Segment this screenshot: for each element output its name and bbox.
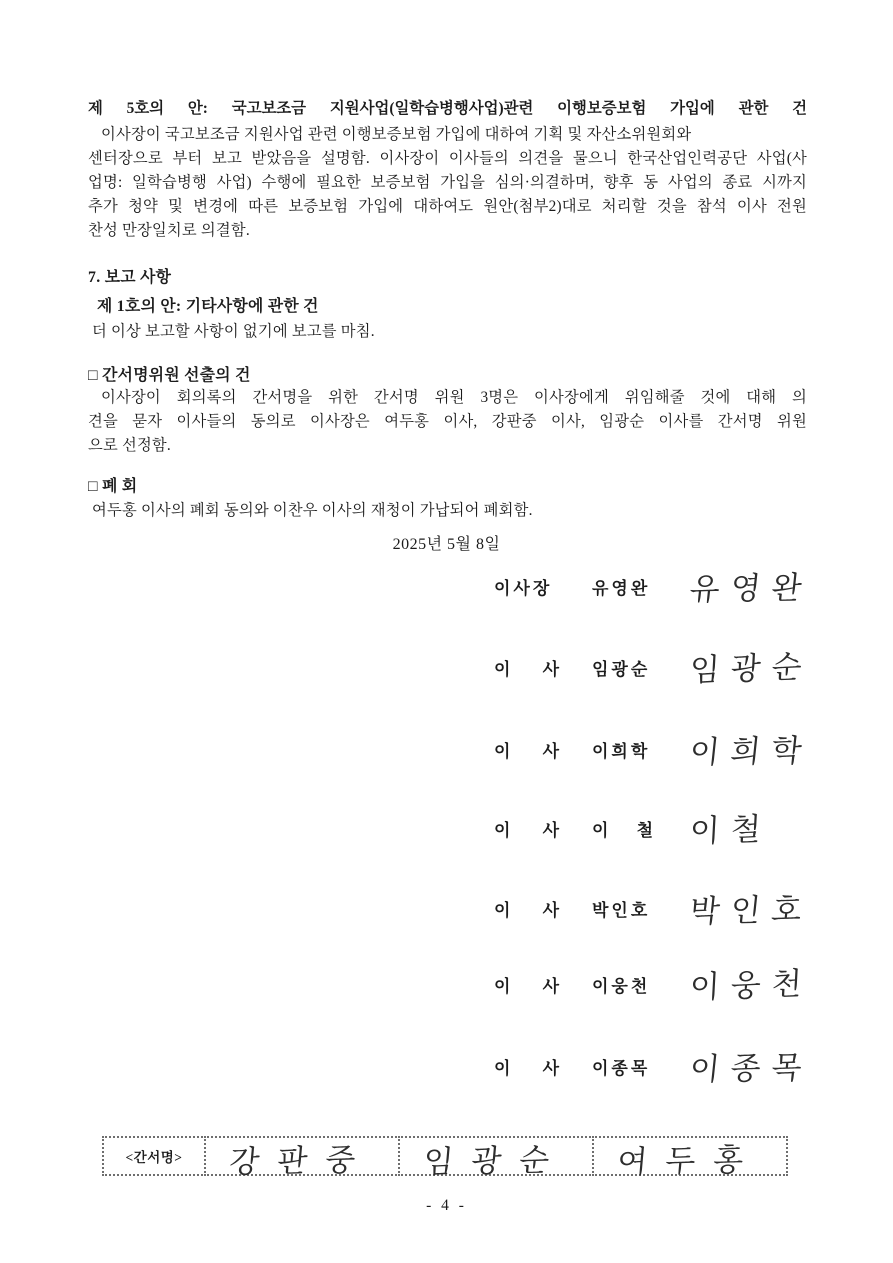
signature-handwriting: 이종목 — [687, 1049, 815, 1087]
signer-role: 이 사 — [494, 741, 563, 761]
closing-body: 여두홍 이사의 폐회 동의와 이찬우 이사의 재청이 가납되어 폐회함. — [92, 502, 533, 519]
signature-handwriting: 이웅천 — [688, 965, 814, 1005]
countersign-cell — [204, 1136, 400, 1180]
text-line: 으로 선정함. — [88, 437, 171, 454]
signer-role: 이 사 — [494, 1058, 563, 1078]
signer-name: 이웅천 — [592, 976, 651, 996]
signer-role: 이 사 — [494, 820, 563, 840]
countersign-table — [102, 1136, 788, 1180]
signature-handwriting: 강판중 — [227, 1141, 375, 1180]
signer-name: 유영완 — [592, 578, 651, 598]
signer-name: 이종목 — [592, 1058, 651, 1078]
report-body: 더 이상 보고할 사항이 없기에 보고를 마침. — [92, 323, 375, 340]
signer-name: 이희학 — [592, 741, 651, 761]
signer-selection-paragraph — [88, 386, 807, 458]
signature-handwriting: 이희학 — [687, 732, 815, 770]
text-line: 추가 청약 및 변경에 따른 보증보험 가입에 대하여도 원안(첨부2)대로 처리할 것을 참석 이사 전원 — [88, 198, 807, 215]
text-line: 찬성 만장일치로 의결함. — [88, 222, 250, 239]
signature-handwriting: 박인호 — [687, 891, 815, 929]
text-line: 견을 묻자 이사들의 동의로 이사장은 여두홍 이사, 강판중 이사, 임광순 이사를 간서명 위원 — [88, 413, 807, 430]
signature-row — [494, 961, 813, 1007]
signer-role: 이사장 — [494, 578, 553, 598]
signature-handwriting: 이철 — [688, 810, 773, 849]
signer-name: 이 철 — [592, 820, 657, 840]
text-line: 업명: 일학습병행 사업) 수행에 필요한 보증보험 가입을 심의·의결하며, 향후 동 사업의 종료 시까지 — [88, 174, 807, 191]
report-agenda1-heading: 제 1호의 안: 기타사항에 관한 건 — [97, 298, 319, 315]
signer-role: 이 사 — [494, 976, 563, 996]
closing-heading: □ 폐 회 — [88, 478, 138, 495]
signature-handwriting: 여두홍 — [615, 1141, 763, 1180]
signature-row — [494, 805, 772, 851]
signer-selection-heading: □ 간서명위원 선출의 건 — [88, 367, 251, 384]
signature-row — [494, 726, 813, 772]
countersign-cell — [592, 1136, 788, 1180]
meeting-date: 2025년 5월 8일 — [392, 536, 501, 553]
signature-handwriting: 임광순 — [688, 648, 814, 688]
signature-handwriting: 임광순 — [421, 1141, 569, 1180]
signer-role: 이 사 — [494, 900, 563, 920]
text-line: 센터장으로 부터 보고 받았음을 설명함. 이사장이 이사들의 의견을 물으니 한국산업인력공단 사업(사 — [88, 150, 807, 167]
agenda5-title: 제 5호의 안: 국고보조금 지원사업(일학습병행사업)관련 이행보증보험 가입에 관한 건 — [88, 100, 807, 117]
signature-row — [494, 644, 813, 690]
signature-handwriting: 유영완 — [687, 569, 815, 607]
report-section-heading: 7. 보고 사항 — [88, 269, 172, 286]
page-number: - 4 - — [426, 1197, 467, 1214]
countersign-label: <간서명> — [102, 1136, 206, 1176]
signature-row — [494, 1043, 813, 1089]
signature-row — [494, 885, 813, 931]
text-line: 이사장이 국고보조금 지원사업 관련 이행보증보험 가입에 대하여 기획 및 자산소위원회와 — [101, 126, 692, 143]
signer-name: 박인호 — [592, 900, 651, 920]
signer-name: 임광순 — [592, 659, 651, 679]
text-line: 이사장이 회의록의 간서명을 위한 간서명 위원 3명은 이사장에게 위임해줄 것에 대해 의 — [101, 389, 807, 406]
signature-row — [494, 563, 813, 609]
agenda5-paragraph — [88, 123, 807, 243]
countersign-cell — [398, 1136, 594, 1180]
signer-role: 이 사 — [494, 659, 563, 679]
